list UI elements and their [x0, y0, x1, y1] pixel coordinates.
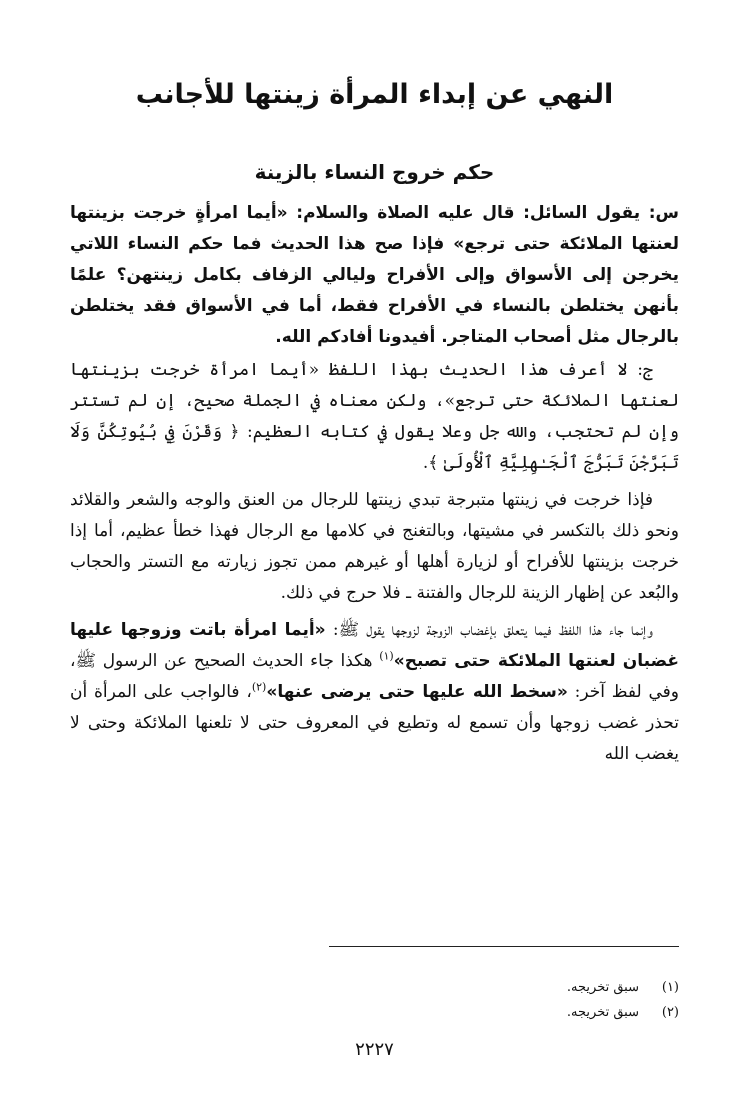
footnote-ref-1: (١): [379, 649, 394, 663]
answer-paragraph-1: [70, 355, 679, 479]
answer-3-middle: هكذا جاء الحديث الصحيح عن الرسول ﷺ، وفي لفظ آخر:: [70, 651, 680, 702]
section-title: حكم خروج النساء بالزينة: [254, 160, 495, 184]
answer-paragraph-3: [70, 615, 679, 770]
chapter-title: النهي عن إبداء المرأة زينتها للأجانب: [135, 79, 614, 110]
document-page: [70, 0, 679, 1106]
footnotes: [70, 975, 679, 1025]
hadith-quote-1: «أيما امرأة باتت وزوجها عليها غضبان لعنتها الملائكة حتى تصبح»: [70, 620, 679, 671]
hadith-quote-2: «سخط الله عليها حتى يرضى عنها»: [266, 682, 568, 702]
body-text: [70, 198, 679, 776]
page-number: ٢٢٢٧: [355, 1039, 394, 1060]
footnote-item: [70, 1000, 679, 1025]
question-paragraph: س: يقول السائل: قال عليه الصلاة والسلام: «أيما امرأةٍ خرجت بزينتها لعنتها الملائكة حتى ترجع» فإذا صح هذا الحديث فما حكم النساء اللاتي يخرجن إلى الأسواق وإلى الأفراح وليالي الزفاف بكامل زينتهن؟ علمًا بأنهن يختلطن بالنساء في الأفراح فقط، أما في الأسواق فقد يختلطن بالرجال مثل أصحاب المتاجر. أفيدونا أفادكم الله.: [70, 203, 679, 347]
answer-1-before-verse: ج: لا أعرف هذا الحديث بهذا اللفظ «أيما امرأة خرجت بزينتها لعنتها الملائكة حتى ترجع»، ولكن معناه في الجملة صحيح، إن لم تستتر وإن لم تحتجب، والله جل وعلا يقول في كتابه العظيم:: [70, 360, 679, 442]
footnote-ref-2: (٢): [251, 680, 267, 694]
footnote-number: (١): [661, 980, 679, 995]
footnote-divider: [329, 946, 679, 947]
quran-verse: ﴿ وَقَرْنَ فِي بُيُوتِكُنَّ وَلَا تَبَرَّجْنَ تَبَرُّجَ ٱلْجَـٰهِلِيَّةِ ٱلْأُولَىٰ ﴾: [70, 422, 679, 473]
answer-1-after-verse: .: [422, 453, 429, 473]
footnote-number: (٢): [661, 1005, 679, 1020]
answer-3-after: ، فالواجب على المرأة أن تحذر غضب زوجها وأن تسمع له وتطيع في المعروف حتى لا تلعنها الملائكة وحتى لا يغضب الله: [70, 682, 679, 764]
footnote-text: سبق تخريجه.: [566, 980, 639, 995]
footnote-item: [70, 975, 679, 1000]
answer-paragraph-2: فإذا خرجت في زينتها متبرجة تبدي زينتها للرجال من العنق والوجه والشعر والقلائد ونحو ذلك بالتكسر في مشيتها، وبالتغنج في كلامها مع الرجال فهذا خطأ عظيم، أما إذا خرجت بزينتها للأفراح أو لزيارة أهلها أو غيرهم ممن تجوز زيارته مع التستر والحجاب والبُعد عن إظهار الزينة للرجال والفتنة ـ فلا حرج في ذلك.: [70, 490, 679, 603]
footnote-text: سبق تخريجه.: [566, 1005, 639, 1020]
answer-3-intro: وإنما جاء هذا اللفظ فيما يتعلق بإغضاب الزوجة لزوجها يقول ﷺ:: [332, 620, 653, 640]
